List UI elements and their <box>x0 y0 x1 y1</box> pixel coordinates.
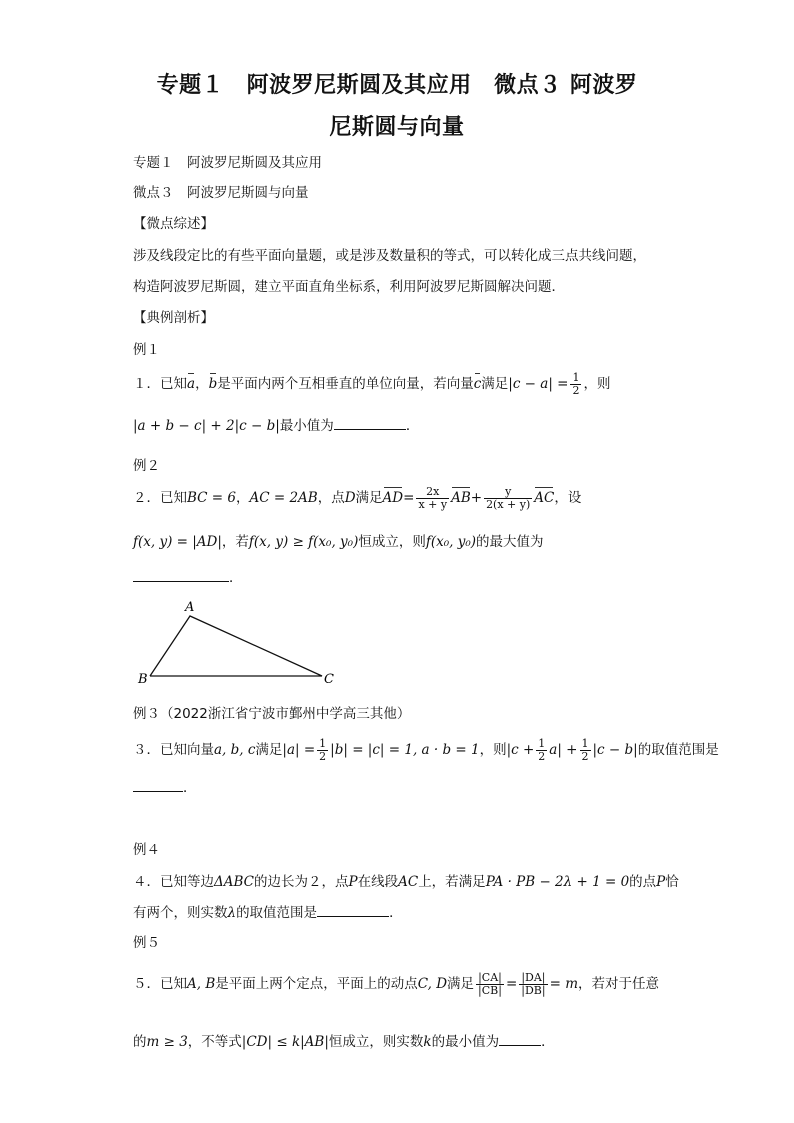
fraction-one-half: $\frac{1}{2}$ <box>538 737 546 763</box>
vector-c: c <box>473 376 482 392</box>
triangle-figure <box>130 596 350 688</box>
fraction-ca-cb: $\frac{|CA|}{|CB|}$ <box>478 971 502 997</box>
example-4-line-1: ４．已知等边ΔABC的边长为２，点P在线段AC上，若满足PA · PB − 2λ + 1 = 0的点P恰 <box>133 874 679 890</box>
vector-ad: AD <box>382 490 404 506</box>
example-2-label: 例２ <box>133 458 160 474</box>
ex1-text: 最小值为 <box>279 418 334 434</box>
ex2-bc: BC = 6 <box>187 490 236 506</box>
example-1-line-2: |a + b − c| + 2|c − b|最小值为 ． <box>133 414 419 434</box>
ex2-f-def: f(x, y) = |AD| <box>133 534 222 550</box>
ex1-text: ，则 <box>583 376 611 392</box>
fraction-one-half: $\frac{1}{2}$ <box>319 737 327 763</box>
ex1-expression: |a + b − c| + 2|c − b| <box>133 418 280 434</box>
example-5-label: 例５ <box>133 935 160 951</box>
ex1-text: 是平面内两个互相垂直的单位向量，若向量 <box>217 376 474 392</box>
fraction-2x: $\frac{2x}{x + y}$ <box>418 485 448 511</box>
document-title-line-2: 尼斯圆与向量 <box>329 115 465 140</box>
fraction-y: $\frac{y}{2(x + y)}$ <box>486 485 531 511</box>
ex2-ac: AC = 2AB <box>249 490 318 506</box>
vector-a: a <box>187 376 196 392</box>
vector-ab: AB <box>451 490 471 506</box>
example-4-label: 例４ <box>133 842 160 858</box>
answer-blank[interactable] <box>334 415 406 430</box>
example-3-line-1: ３．已知向量a, b, c满足|a| = $\frac{1}{2}$ |b| = |c| = 1, a · b = 1，则|c + $\frac{1}{2}$ a| + $\frac{1}{2}$ |c − b|的取值范围是 <box>133 737 719 763</box>
example-4-line-2: 有两个，则实数λ的取值范围是 ． <box>133 901 403 921</box>
ex4-equation: PA · PB − 2λ + 1 = 0 <box>485 874 630 890</box>
ex3-vars: a, b, c <box>214 742 256 758</box>
point-line: 微点３ 阿波罗尼斯圆与向量 <box>133 185 309 201</box>
ex1-condition: |c − a| = <box>508 376 569 392</box>
topic-line: 专题１ 阿波罗尼斯圆及其应用 <box>133 155 322 171</box>
document-title-line-1: 专题１ 阿波罗尼斯圆及其应用 微点３ 阿波罗 <box>156 73 638 98</box>
example-3-label: 例３（2022浙江省宁波市鄞州中学高三其他） <box>133 706 411 722</box>
answer-blank[interactable] <box>499 1031 541 1046</box>
vertex-b-label: B <box>138 672 148 687</box>
triangle-edges <box>150 616 322 676</box>
example-2-line-1: ２．已知BC = 6，AC = 2AB，点D满足AD= $\frac{2x}{x + y}$ AB+ $\frac{y}{2(x + y)}$ AC，设 <box>133 485 582 511</box>
fraction-one-half: $\frac{1}{2}$ <box>581 737 589 763</box>
example-3-line-2: ． <box>133 776 197 796</box>
vertex-a-label: A <box>185 600 195 615</box>
examples-heading: 【典例剖析】 <box>133 310 214 326</box>
ex1-text: 满足 <box>481 376 509 392</box>
example-1-label: 例１ <box>133 342 160 358</box>
answer-blank[interactable] <box>133 567 229 582</box>
fraction-da-db: $\frac{|DA|}{|DB|}$ <box>521 971 546 997</box>
overview-text-1: 涉及线段定比的有些平面向量题，或是涉及数量积的等式，可以转化成三点共线问题， <box>133 248 646 264</box>
example-2-line-2: f(x, y) = |AD|，若f(x, y) ≥ f(x₀, y₀)恒成立，则f(x₀, y₀)的最大值为 <box>133 534 544 550</box>
overview-heading: 【微点综述】 <box>133 216 214 232</box>
answer-blank[interactable] <box>133 777 183 792</box>
vertex-c-label: C <box>324 672 334 687</box>
ex2-inequality: f(x, y) ≥ f(x₀, y₀) <box>248 534 359 550</box>
vector-ac: AC <box>534 490 555 506</box>
ex5-inequality: |CD| ≤ k|AB| <box>241 1034 329 1050</box>
answer-blank[interactable] <box>317 902 389 917</box>
example-1-line-1 <box>133 372 610 397</box>
ex1-text: １．已知 <box>133 376 187 392</box>
example-2-line-3: ． <box>133 566 243 586</box>
example-5-line-1: ５．已知A, B是平面上两个定点，平面上的动点C, D满足 $\frac{|CA|}{|CB|}$ = $\frac{|DA|}{|DB|}$ = m，若对于任意 <box>133 971 659 997</box>
vector-b: b <box>208 376 218 392</box>
fraction-one-half: $\frac{1}{2}$ <box>572 371 580 397</box>
ex1-sep: ， <box>195 376 209 392</box>
overview-text-2: 构造阿波罗尼斯圆，建立平面直角坐标系，利用阿波罗尼斯圆解决问题． <box>133 279 565 295</box>
example-5-line-2: 的m ≥ 3，不等式|CD| ≤ k|AB|恒成立，则实数k的最小值为 ． <box>133 1030 555 1050</box>
